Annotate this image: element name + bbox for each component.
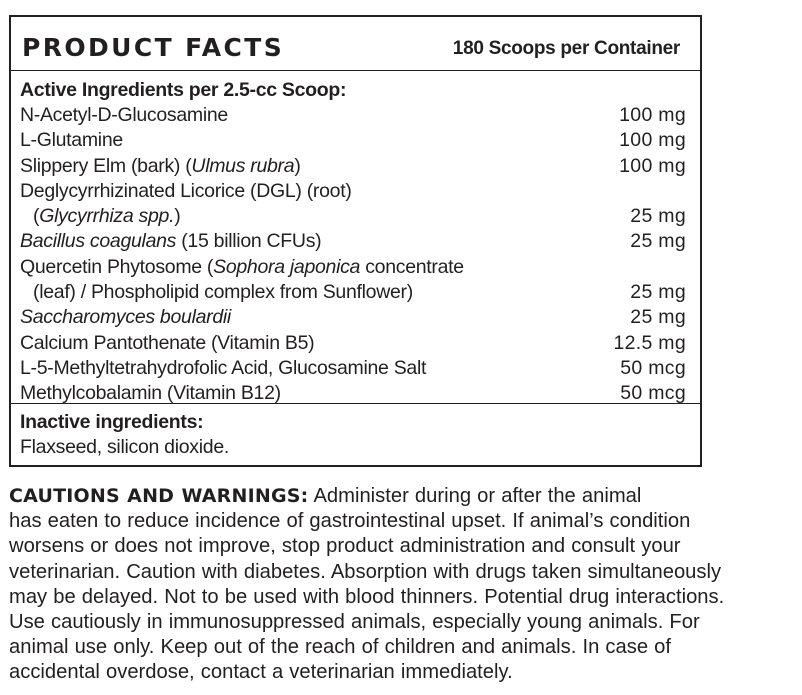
ingredient-row (20, 305, 686, 330)
product-facts-header (11, 17, 700, 71)
inactive-ingredients-text: Flaxseed, silicon dioxide. (20, 436, 229, 458)
ingredient-row (20, 280, 686, 305)
cautions-line: accidental overdose, contact a veterinarian immediately. (9, 661, 513, 684)
ingredient-amount: 25 mg (630, 306, 686, 329)
ingredient-amount: 25 mg (630, 205, 686, 228)
ingredient-latin-name: Glycyrrhiza spp. (39, 205, 175, 228)
ingredient-amount: 50 mcg (620, 382, 686, 405)
ingredient-row (20, 229, 686, 254)
ingredient-name-part: Quercetin Phytosome ( (20, 255, 214, 278)
ingredient-name (20, 255, 464, 280)
ingredient-name (20, 229, 321, 254)
ingredient-latin-name: Bacillus coagulans (20, 230, 177, 253)
ingredient-row (20, 154, 686, 179)
inactive-ingredients-title: Inactive ingredients: (20, 411, 204, 433)
ingredient-name-part: ) (294, 154, 301, 177)
active-ingredients-title: Active Ingredients per 2.5-cc Scoop: (20, 79, 347, 101)
cautions-label: CAUTIONS AND WARNINGS: (9, 485, 309, 507)
ingredient-latin-name: Ulmus rubra (191, 154, 295, 177)
ingredient-amount: 25 mg (630, 281, 686, 304)
cautions-line: veterinarian. Caution with diabetes. Absorption with drugs taken simultaneously (9, 560, 722, 583)
ingredient-amount: 100 mg (619, 154, 686, 177)
ingredient-row (20, 255, 686, 280)
ingredient-name: Deglycyrrhizinated Licorice (DGL) (root) (20, 179, 352, 202)
ingredient-name-part: Slippery Elm (bark) ( (20, 154, 192, 177)
ingredient-name (20, 305, 231, 330)
cautions-and-warnings (9, 484, 799, 686)
servings-per-container: 180 Scoops per Container (452, 38, 680, 59)
ingredient-name: L-5-Methyltetrahydrofolic Acid, Glucosamine Salt (20, 356, 427, 379)
ingredient-latin-name: Sophora japonica (213, 255, 361, 278)
ingredient-name: (leaf) / Phospholipid complex from Sunflower) (33, 281, 413, 304)
ingredient-row (20, 204, 686, 229)
ingredient-row (20, 331, 686, 356)
cautions-line: worsens or does not improve, stop product administration and consult your (9, 535, 681, 558)
ingredient-amount: 100 mg (619, 129, 686, 152)
ingredient-name (20, 204, 180, 229)
ingredient-name-part: ( (33, 205, 40, 228)
ingredient-row (20, 356, 686, 381)
cautions-line: animal use only. Keep out of the reach of children and animals. In case of (9, 636, 671, 659)
ingredient-amount: 12.5 mg (613, 331, 686, 354)
inactive-ingredients-section (20, 410, 686, 460)
ingredient-amount: 25 mg (630, 230, 686, 253)
active-ingredients-list (20, 78, 686, 407)
ingredient-row (20, 128, 686, 153)
ingredient-amount: 100 mg (619, 104, 686, 126)
ingredient-latin-name: Saccharomyces boulardii (20, 306, 231, 329)
ingredient-name-part: concentrate (360, 255, 464, 278)
ingredient-name-part: ) (174, 205, 181, 228)
ingredient-name: Calcium Pantothenate (Vitamin B5) (20, 331, 315, 354)
ingredient-name: Methylcobalamin (Vitamin B12) (20, 382, 281, 405)
ingredient-row (20, 179, 686, 204)
product-facts-panel (9, 15, 702, 467)
ingredient-amount: 50 mcg (620, 356, 686, 379)
cautions-line: may be delayed. Not to be used with blood thinners. Potential drug interactions. (9, 585, 725, 608)
ingredient-name (20, 154, 301, 179)
product-facts-title: PRODUCT FACTS (22, 33, 285, 62)
cautions-line: has eaten to reduce incidence of gastrointestinal upset. If animal’s condition (9, 510, 691, 533)
ingredient-name: N-Acetyl-D-Glucosamine (20, 104, 228, 126)
cautions-line (9, 484, 799, 509)
cautions-line: Use cautiously in immunosuppressed animals, especially young animals. For (9, 610, 700, 633)
ingredient-row (20, 103, 686, 128)
ingredient-name: L-Glutamine (20, 129, 123, 152)
ingredient-name-part: (15 billion CFUs) (176, 230, 322, 253)
section-divider (11, 403, 700, 404)
cautions-text: Administer during or after the animal (308, 485, 642, 507)
